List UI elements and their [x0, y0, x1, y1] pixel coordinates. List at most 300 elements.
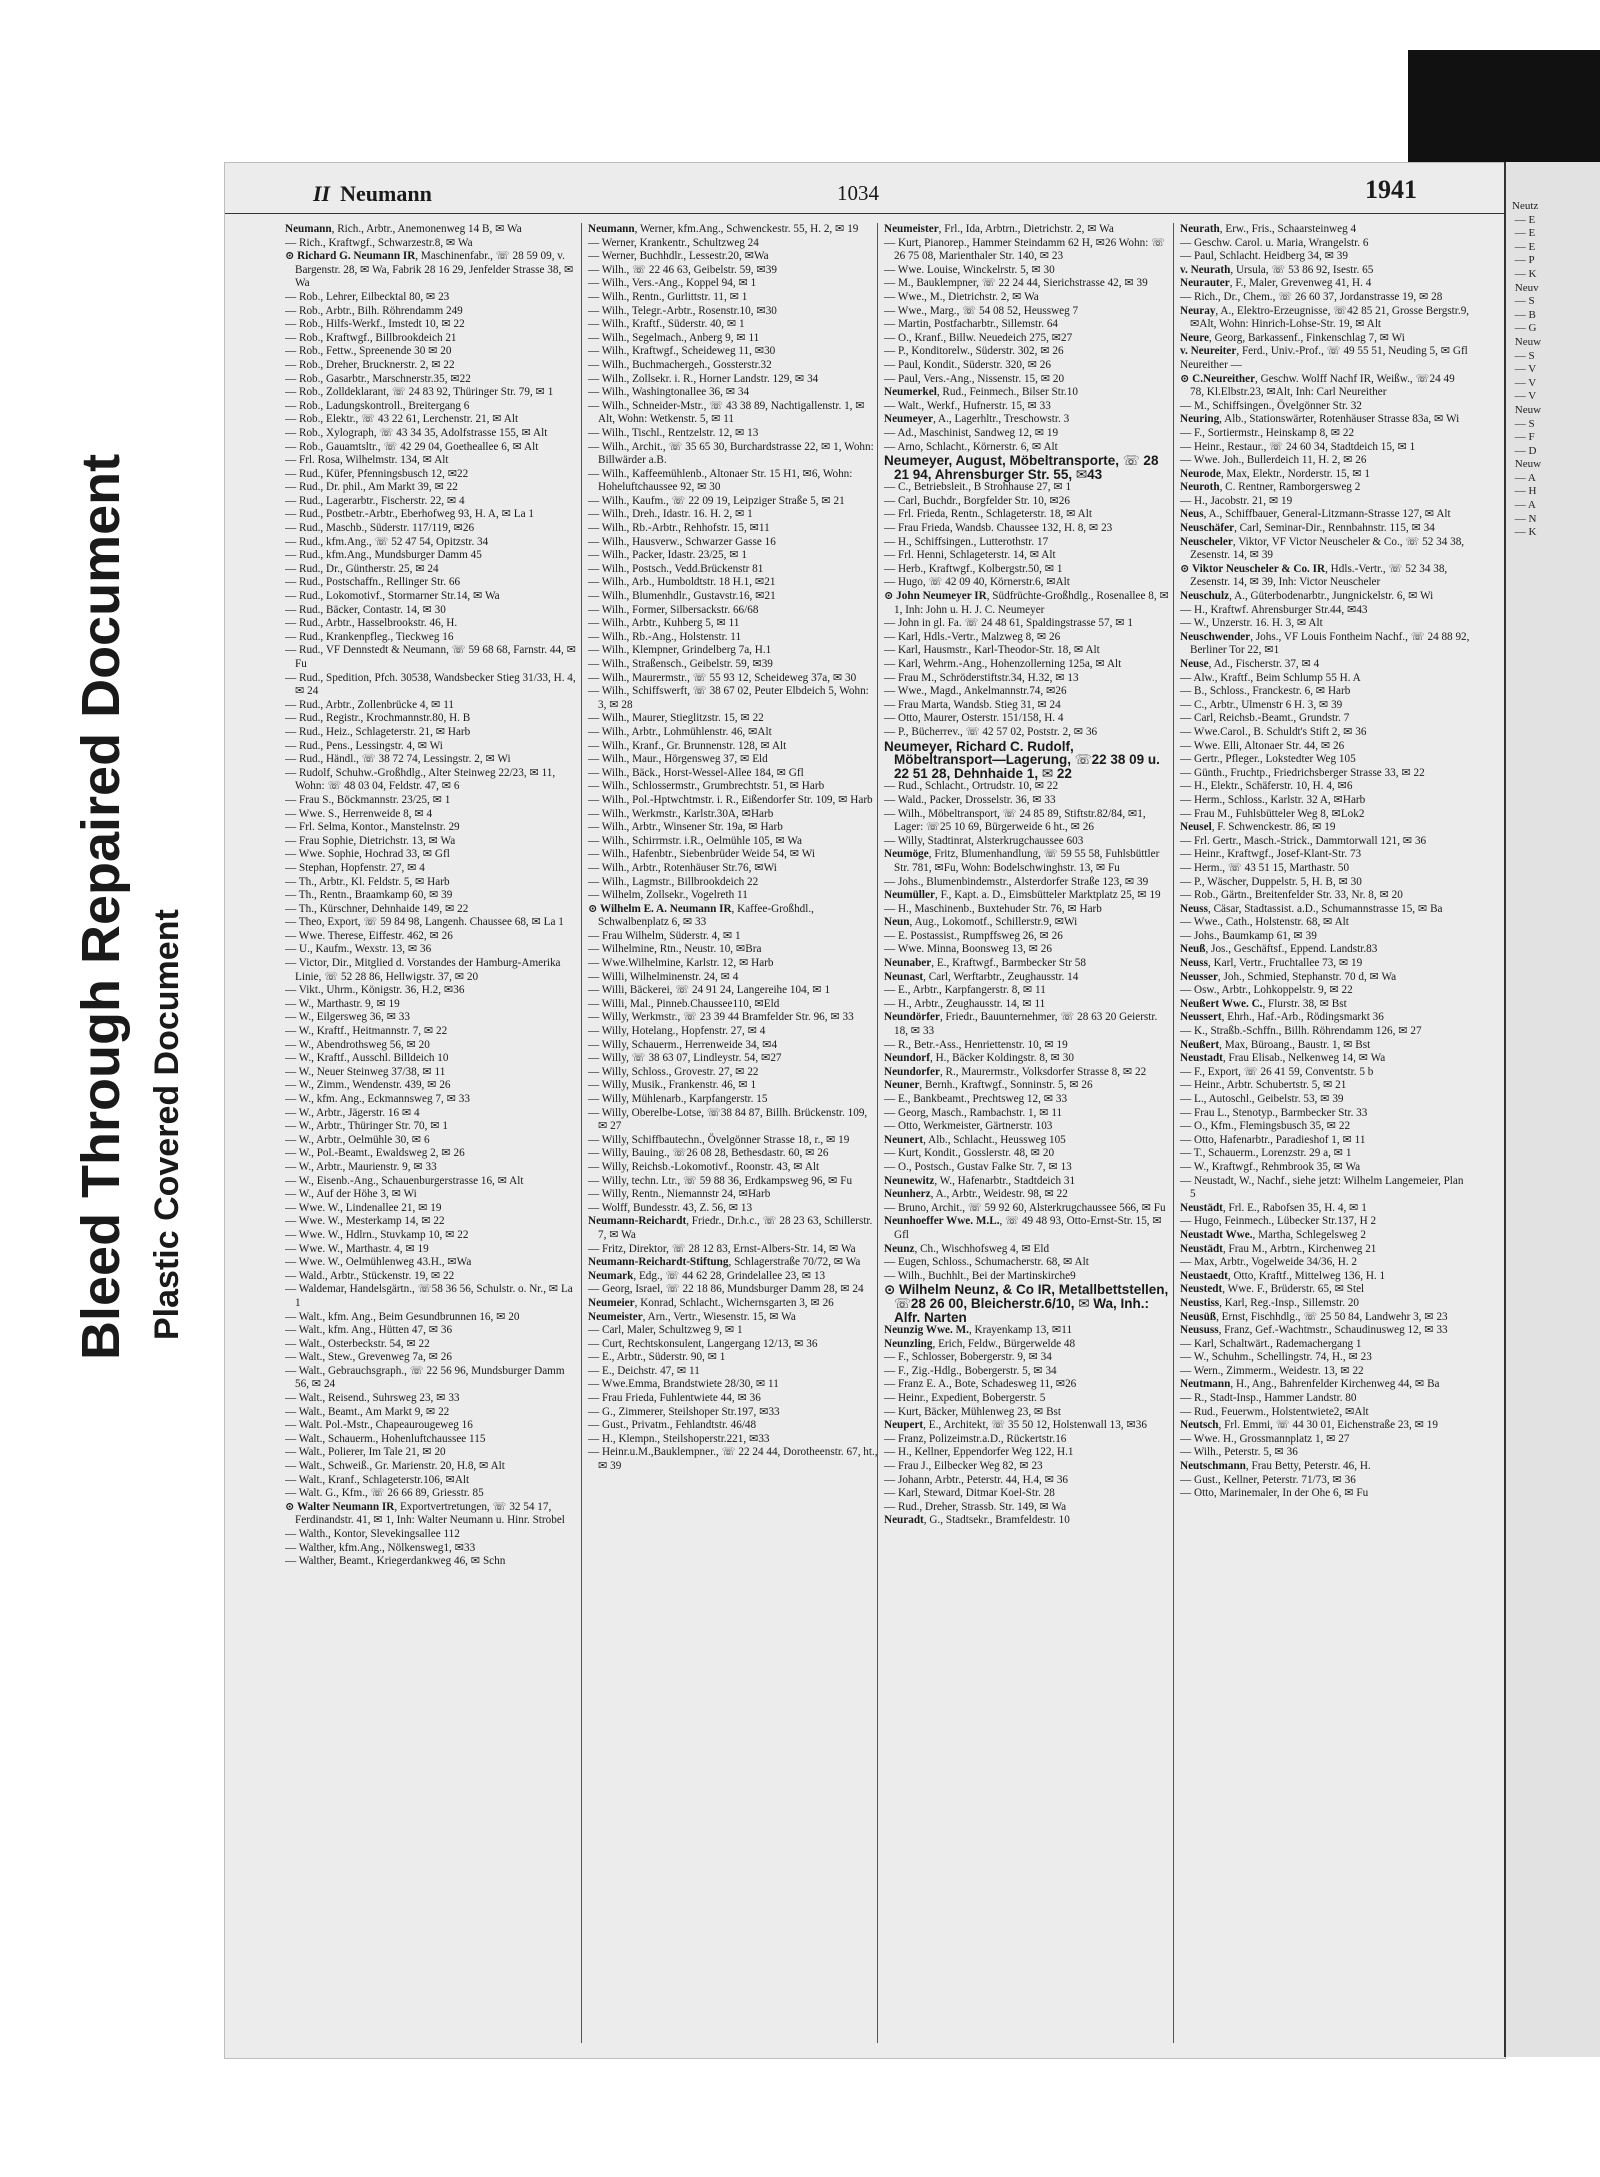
directory-entry: — Wilh., Hausverw., Schwarzer Gasse 16: [588, 535, 776, 548]
directory-entry: — Rud., Postbetr.-Arbtr., Eberhofweg 93, H. A, ✉ La 1: [285, 508, 534, 521]
directory-entry: — Karl, Hausmstr., Karl-Theodor-Str. 18, ✉ Alt: [884, 644, 1100, 657]
directory-entry: — Frau S., Böckmannstr. 23/25, ✉ 1: [285, 793, 451, 806]
directory-entry: — C., Arbtr., Ulmenstr 6 H. 3, ✉ 39: [1180, 698, 1343, 711]
directory-entry: Neuscheler, Viktor, VF Victor Neuscheler & Co., ☏ 52 34 38, Zesenstr. 14, ✉ 39: [1180, 535, 1465, 562]
next-page-fragment: Neutz — E — E — E — P — K Neuv — S — B — G Neuw — S — V — V — V Neuw — S — F — D Neuw — A — H — A — N — K: [1512, 200, 1542, 539]
directory-entry: — B., Schloss., Franckestr. 6, ✉ Harb: [1180, 685, 1351, 698]
directory-entry: — Wwe. Joh., Bullerdeich 11, H. 2, ✉ 26: [1180, 454, 1367, 467]
directory-entry: ⊙ Richard G. Neumann IR, Maschinenfabr., ☏ 28 59 09, v. Bargenstr. 28, ✉ Wa, Fabrik 28 16 29, Jenfelder Strasse 38, ✉ Wa: [285, 250, 574, 290]
directory-entry: — Wilh., Telegr.-Arbtr., Rosenstr.10, ✉30: [588, 304, 777, 317]
directory-entry: — Rob., Xylograph, ☏ 43 34 35, Adolfstrasse 155, ✉ Alt: [285, 426, 548, 439]
directory-entry: — Hugo, ☏ 42 09 40, Körnerstr.6, ✉Alt: [884, 576, 1070, 589]
directory-entry: — E., Deichstr. 47, ✉ 11: [588, 1364, 700, 1377]
directory-entry: — Frau Frieda, Wandsb. Chaussee 132, H. 8, ✉ 23: [884, 522, 1113, 535]
directory-entry: — Frl. Selma, Kontor., Manstelnstr. 29: [285, 821, 460, 834]
directory-entry: — Wilh., Schneider-Mstr., ☏ 43 38 89, Nachtigallenstr. 1, ✉ Alt, Wohn: Wetkenstr. 5, ✉ 11: [588, 399, 865, 426]
directory-entry: — Frau Frieda, Fuhlentwiete 44, ✉ 36: [588, 1392, 761, 1405]
directory-entry: — U., Kaufm., Wexstr. 13, ✉ 36: [285, 943, 432, 956]
directory-entry: — T., Schauerm., Lorenzstr. 29 a, ✉ 1: [1180, 1147, 1352, 1160]
directory-entry: Neumann-Reichardt, Friedr., Dr.h.c., ☏ 28 23 63, Schillerstr. 7, ✉ Wa: [588, 1215, 873, 1241]
directory-entry: — Wolff, Bundesstr. 43, Z. 56, ✉ 13: [588, 1201, 753, 1214]
directory-entry: — Walt., kfm. Ang., Hütten 47, ✉ 36: [285, 1324, 453, 1337]
directory-entry: — Otto, Marinemaler, In der Ohe 6, ✉ Fu: [1180, 1487, 1369, 1500]
directory-entry: — Willy, Werkmstr., ☏ 23 39 44 Bramfelder Str. 96, ✉ 33: [588, 1011, 854, 1024]
directory-entry: — Martin, Postfacharbtr., Sillemstr. 64: [884, 318, 1059, 331]
directory-entry: v. Neureiter, Ferd., Univ.-Prof., ☏ 49 55 51, Neuding 5, ✉ Gfl: [1180, 345, 1468, 358]
directory-entry: — O., Postsch., Gustav Falke Str. 7, ✉ 13: [884, 1160, 1072, 1173]
directory-entry: — P., Konditorelw., Süderstr. 302, ✉ 26: [884, 345, 1064, 358]
directory-entry: — M., Bauklempner, ☏ 22 24 44, Sierichstrasse 42, ✉ 39: [884, 277, 1148, 290]
directory-entry: — Wilh., Kaffeemühlenb., Altonaer Str. 15 H1, ✉6, Wohn: Hoheluftchaussee 92, ✉ 30: [588, 467, 853, 494]
directory-entry: — Gertr., Pfleger., Lokstedter Weg 105: [1180, 753, 1356, 766]
directory-entry: Neumark, Edg., ☏ 44 62 28, Grindelallee 23, ✉ 13: [588, 1269, 826, 1282]
directory-entry: — Neustadt, W., Nachf., siehe jetzt: Wilhelm Langemeier, Plan 5: [1180, 1174, 1464, 1201]
directory-entry: — Frau J., Eilbecker Weg 82, ✉ 23: [884, 1460, 1043, 1473]
directory-entry: — Victor, Dir., Mitglied d. Vorstandes der Hamburg-Amerika Linie, ☏ 52 28 86, Hellwigstr. 37, ✉ 20: [285, 957, 561, 983]
year-label: 1941: [1365, 175, 1417, 204]
directory-entry: — Stephan, Hopfenstr. 27, ✉ 4: [285, 861, 425, 874]
directory-entry: — Wilh., Pol.-Hptwchtmstr. i. R., Eißendorfer Str. 109, ✉ Harb: [588, 793, 873, 806]
directory-entry: — W., Arbtr., Oelmühle 30, ✉ 6: [285, 1133, 430, 1146]
directory-entry: — Karl, Steward, Ditmar Koel-Str. 28: [884, 1487, 1055, 1500]
directory-entry: Neuner, Bernh., Kraftwgf., Sonninstr. 5, ✉ 26: [884, 1079, 1093, 1092]
directory-entry: — Wilh., Archit., ☏ 35 65 30, Burchardstrasse 22, ✉ 1, Wohn: Billwärder a.B.: [588, 440, 874, 467]
directory-entry: — Wilh., Arbtr., Lohmühlenstr. 46, ✉Alt: [588, 725, 772, 738]
directory-entry: Neußert Wwe. C., Flurstr. 38, ✉ Bst: [1180, 997, 1347, 1010]
directory-entry: — Franz E. A., Bote, Schadesweg 11, ✉26: [884, 1378, 1077, 1391]
directory-entry: — Max, Arbtr., Vogelweide 34/36, H. 2: [1180, 1256, 1358, 1269]
directory-entry: — Wwe. W., Lindenallee 21, ✉ 19: [285, 1201, 442, 1214]
directory-entry: Neumann-Reichardt-Stiftung, Schlagerstraße 70/72, ✉ Wa: [588, 1256, 861, 1269]
directory-entry: Neustedt, Wwe. F., Brüderstr. 65, ✉ Stel: [1180, 1283, 1365, 1296]
side-labels: [30, 240, 190, 2020]
directory-entry: — Rud., Lokomotivf., Stormarner Str.14, ✉ Wa: [285, 590, 500, 603]
plastic-covered-label: Plastic Covered Document: [148, 909, 186, 1340]
directory-entry: — Rud., Postschaffn., Rellinger Str. 66: [285, 576, 461, 589]
directory-entry: Neuschulz, A., Güterbodenarbtr., Jungnickelstr. 6, ✉ Wi: [1180, 590, 1434, 603]
directory-entry: — Wilh., Tischl., Rentzelstr. 12, ✉ 13: [588, 426, 759, 439]
directory-entry: — Gust., Privatm., Fehlandtstr. 46/48: [588, 1419, 757, 1432]
directory-entry: Neususs, Franz, Gef.-Wachtmstr., Schaudinusweg 12, ✉ 33: [1180, 1324, 1448, 1337]
directory-entry: — Heinr., Expedient, Bobergerstr. 5: [884, 1392, 1046, 1405]
directory-entry: — Rob., Ladungskontroll., Breitergang 6: [285, 399, 470, 412]
directory-entry: — Carl, Maler, Schultzweg 9, ✉ 1: [588, 1324, 743, 1337]
directory-entry: — Rob., Kraftwgf., Billbrookdeich 21: [285, 331, 457, 344]
directory-entry: — Alw., Kraftf., Beim Schlump 55 H. A: [1180, 671, 1361, 684]
directory-entry: — Otto, Hafenarbtr., Paradieshof 1, ✉ 11: [1180, 1133, 1366, 1146]
directory-entry: Neustadt Wwe., Martha, Schlegelsweg 2: [1180, 1228, 1366, 1241]
directory-entry: — Walt., kfm. Ang., Beim Gesundbrunnen 16, ✉ 20: [285, 1310, 520, 1323]
directory-entry: — Th., Kürschner, Dehnhaide 149, ✉ 22: [285, 902, 469, 915]
column-1: [285, 223, 581, 2043]
directory-entry: Neuss, Karl, Vertr., Fruchtallee 73, ✉ 19: [1180, 957, 1363, 970]
directory-entry: Neure, Georg, Barkassenf., Finkenschlag 7, ✉ Wi: [1180, 331, 1405, 344]
directory-entry: — Wilh., Rentn., Gurlittstr. 11, ✉ 1: [588, 290, 748, 303]
directory-entry: — Wilh., Hafenbtr., Siebenbrüder Weide 54, ✉ Wi: [588, 848, 815, 861]
directory-entry: — H., Elektr., Schäferstr. 10, H. 4, ✉6: [1180, 780, 1353, 793]
directory-entry: — H., Maschinenb., Buxtehuder Str. 76, ✉ Harb: [884, 902, 1102, 915]
directory-entry: — Georg, Masch., Rambachstr. 1, ✉ 11: [884, 1106, 1063, 1119]
directory-entry: — Rud., Lagerarbtr., Fischerstr. 22, ✉ 4: [285, 494, 465, 507]
page-header: [225, 163, 1505, 214]
column-4: [1173, 223, 1470, 2043]
directory-entry: — Walt., Stew., Grevenweg 7a, ✉ 26: [285, 1351, 452, 1364]
directory-entry: — F., Sortiermstr., Heinskamp 8, ✉ 22: [1180, 426, 1355, 439]
directory-entry: — Rud., Spedition, Pfch. 30538, Wandsbecker Stieg 31/33, H. 4, ✉ 24: [285, 671, 576, 698]
directory-entry: — Wwe. Minna, Boonsweg 13, ✉ 26: [884, 943, 1052, 956]
directory-entry: — Rud., kfm.Ang., ☏ 52 47 54, Opitzstr. 34: [285, 535, 489, 548]
directory-entry: Neundörfer, Friedr., Bauunternehmer, ☏ 28 63 20 Geierstr. 18, ✉ 33: [884, 1011, 1158, 1038]
directory-entry: — Walt., Kranf., Schlageterstr.106, ✉Alt: [285, 1473, 470, 1486]
directory-entry: — Herm., Schloss., Karlstr. 32 A, ✉Harb: [1180, 793, 1366, 806]
directory-entry: — Rob., Gauamtsltr., ☏ 42 29 04, Goetheallee 6, ✉ Alt: [285, 440, 539, 453]
directory-entry: — Rich., Kraftwgf., Schwarzestr.8, ✉ Wa: [285, 236, 473, 249]
directory-entry: — R., Stadt-Insp., Hammer Landstr. 80: [1180, 1392, 1357, 1405]
directory-entry: — Wilh., Maurermstr., ☏ 55 93 12, Scheideweg 37a, ✉ 30: [588, 671, 857, 684]
directory-entry: ⊙ Wilhelm E. A. Neumann IR, Kaffee-Großhdl., Schwalbenplatz 6, ✉ 33: [588, 902, 814, 929]
directory-entry: — Rud., Dr. phil., Am Markt 39, ✉ 22: [285, 481, 458, 494]
directory-entry: — Paul, Kondit., Süderstr. 320, ✉ 26: [884, 358, 1051, 371]
directory-entry: — Wilh., Buchmachergeh., Gossterstr.32: [588, 358, 772, 371]
directory-entry: — Wilh., Möbeltransport, ☏ 24 85 89, Stiftstr.82/84, ✉1, Lager: ☏25 10 69, Bürgerweide 6 ht., ✉ 26: [884, 807, 1146, 834]
directory-entry: — Bruno, Archit., ☏ 59 92 60, Alsterkrugchaussee 566, ✉ Fu: [884, 1201, 1166, 1214]
directory-entry: — W., Arbtr., Thüringer Str. 70, ✉ 1: [285, 1120, 448, 1133]
directory-entry: — Wald., Packer, Drosselstr. 36, ✉ 33: [884, 793, 1056, 806]
directory-entry: Neunzig Wwe. M., Krayenkamp 13, ✉11: [884, 1324, 1073, 1337]
directory-entry: Neus, A., Schiffbauer, General-Litzmann-Strasse 127, ✉ Alt: [1180, 508, 1451, 521]
directory-entry: — W., Marthastr. 9, ✉ 19: [285, 997, 400, 1010]
directory-entry: — E., Bankbeamt., Prechtsweg 12, ✉ 33: [884, 1093, 1068, 1105]
directory-entry: Neundorfer, R., Maurermstr., Volksdorfer Strasse 8, ✉ 22: [884, 1065, 1147, 1078]
directory-entry: Neumeister, Frl., Ida, Arbtrn., Dietrichstr. 2, ✉ Wa: [884, 223, 1114, 235]
directory-entry: — Walt., Schauerm., Hohenluftchaussee 115: [285, 1432, 486, 1445]
directory-entry: — Wilh., Arbtr., Kuhberg 5, ✉ 11: [588, 617, 740, 630]
directory-entry: — W., Schuhm., Schellingstr. 74, H., ✉ 23: [1180, 1351, 1372, 1364]
directory-entry: — Willy, Musik., Frankenstr. 46, ✉ 1: [588, 1079, 757, 1092]
directory-entry: — Georg, Israel, ☏ 22 18 86, Mundsburger Damm 28, ✉ 24: [588, 1283, 864, 1296]
directory-entry: — Wilh., Maurer, Stieglitzstr. 15, ✉ 22: [588, 712, 764, 725]
directory-entry: ⊙ Wilhelm Neunz, & Co IR, Metallbettstellen, ☏28 26 00, Bleicherstr.6/10, ✉ Wa, Inh.: Alfr. Narten: [884, 1282, 1169, 1325]
directory-entry: — W., Eilgersweg 36, ✉ 33: [285, 1011, 410, 1024]
directory-entry: — Rob., Dreher, Brucknerstr. 2, ✉ 22: [285, 358, 455, 371]
directory-entry: — Frl. Gertr., Masch.-Strick., Dammtorwall 121, ✉ 36: [1180, 834, 1427, 847]
directory-entry: — Johs., Blumenbindemstr., Alsterdorfer Straße 123, ✉ 39: [884, 875, 1149, 888]
directory-entry: — Wilh., Peterstr. 5, ✉ 36: [1180, 1446, 1298, 1459]
directory-entry: — Rud., kfm.Ang., Mundsburger Damm 45: [285, 549, 482, 562]
directory-entry: — Frau M., Schröderstiftstr.34, H.32, ✉ 13: [884, 671, 1079, 684]
directory-entry: — Wilh., Schlossermstr., Grumbrechtstr. 51, ✉ Harb: [588, 780, 825, 793]
directory-entry: Neumeyer, Richard C. Rudolf, Möbeltransport—Lagerung, ☏22 38 09 u. 22 51 28, Dehnhaide 1, ✉ 22: [884, 738, 1160, 781]
directory-entry: — Wilh., Arbtr., Rotenhäuser Str.76, ✉Wi: [588, 861, 777, 874]
directory-entry: — Wilh., ☏ 22 46 63, Geibelstr. 59, ✉39: [588, 263, 777, 276]
directory-entry: — Rud., Arbtr., Zollenbrücke 4, ✉ 11: [285, 698, 454, 711]
directory-entry: — Frl. Frieda, Rentn., Schlageterstr. 18, ✉ Alt: [884, 508, 1092, 521]
directory-entry: — Otto, Maurer, Osterstr. 151/158, H. 4: [884, 712, 1064, 725]
directory-entry: — Th., Arbtr., Kl. Feldstr. 5, ✉ Harb: [285, 875, 450, 888]
directory-entry: — Wilh., Werkmstr., Karlstr.30A, ✉Harb: [588, 807, 774, 820]
column-3: [877, 223, 1174, 2043]
directory-entry: — Wilh., Maur., Hörgensweg 37, ✉ Eld: [588, 753, 768, 766]
directory-entry: — Wilh., Klempner, Grindelberg 7a, H.1: [588, 644, 772, 657]
directory-entry: — H., Schiffsingen., Lutterothstr. 17: [884, 535, 1049, 548]
directory-entry: — Curt, Rechtskonsulent, Langergang 12/13, ✉ 36: [588, 1337, 818, 1350]
directory-entry: Neuschäfer, Carl, Seminar-Dir., Rennbahnstr. 115, ✉ 34: [1180, 522, 1435, 535]
directory-entry: Neupert, E., Architekt, ☏ 35 50 12, Holstenwall 13, ✉36: [884, 1419, 1147, 1432]
directory-entry: — Walt. G., Kfm., ☏ 26 66 89, Griesstr. 85: [285, 1487, 484, 1500]
directory-entry: ⊙ Viktor Neuscheler & Co. IR, Hdls.-Vertr., ☏ 52 34 38, Zesenstr. 14, ✉ 39, Inh: Victor Neuscheler: [1180, 562, 1448, 589]
directory-entry: — W., Arbtr., Jägerstr. 16 ✉ 4: [285, 1106, 420, 1119]
directory-entry: — Rud., Schlacht., Ortrudstr. 10, ✉ 22: [884, 780, 1059, 793]
directory-entry: Neuse, Ad., Fischerstr. 37, ✉ 4: [1180, 658, 1320, 670]
directory-entry: Neusüß, Ernst, Fischhdlg., ☏ 25 50 84, Landwehr 3, ✉ 23: [1180, 1310, 1448, 1323]
directory-entry: Neureither —: [1180, 358, 1242, 371]
directory-entry: Neunert, Alb., Schlacht., Heussweg 105: [884, 1133, 1066, 1146]
directory-entry: — W., kfm. Ang., Eckmannsweg 7, ✉ 33: [285, 1093, 470, 1105]
directory-entry: — Walt., Werkf., Hufnerstr. 15, ✉ 33: [884, 399, 1051, 412]
directory-entry: — W., Arbtr., Maurienstr. 9, ✉ 33: [285, 1160, 437, 1173]
directory-entry: — Rud., Arbtr., Hasselbrookstr. 46, H.: [285, 617, 458, 630]
directory-entry: — Wilh., Bäck., Horst-Wessel-Allee 184, ✉ Gfl: [588, 766, 804, 779]
directory-entry: — O., Kfm., Flemingsbusch 35, ✉ 22: [1180, 1120, 1351, 1133]
directory-entry: — O., Kranf., Billw. Neuedeich 275, ✉27: [884, 331, 1073, 344]
directory-entry: Neumöge, Fritz, Blumenhandlung, ☏ 59 55 58, Fuhlsbüttler Str. 781, ✉Fu, Wohn: Bodelschwinghstr. 13, ✉ Fu: [884, 848, 1160, 874]
directory-entry: — Wwe. W., Mesterkamp 14, ✉ 22: [285, 1215, 445, 1228]
directory-entry: — Wwe., M., Dietrichstr. 2, ✉ Wa: [884, 290, 1039, 303]
directory-entry: — W., Eisenb.-Ang., Schauenburgerstrasse 16, ✉ Alt: [285, 1174, 524, 1187]
column-2: [581, 223, 878, 2043]
directory-entry: Neuschwender, Johs., VF Louis Fontheim Nachf., ☏ 24 88 92, Berliner Tor 22, ✉1: [1180, 630, 1470, 657]
directory-entry: — Wilh., Blumenhdlr., Gustavstr.16, ✉21: [588, 590, 776, 603]
directory-entry: — Walt., Osterbeckstr. 54, ✉ 22: [285, 1337, 430, 1350]
directory-entry: — Walt., Polierer, Im Tale 21, ✉ 20: [285, 1446, 446, 1459]
directory-entry: — Rudolf, Schuhw.-Großhdlg., Alter Steinweg 22/23, ✉ 11, Wohn: ☏ 48 03 04, Feldstr. 47, ✉ 6: [285, 766, 556, 793]
directory-entry: — W., Neuer Steinweg 37/38, ✉ 11: [285, 1065, 446, 1078]
directory-entry: — Herb., Kraftwgf., Kolbergstr.50, ✉ 1: [884, 562, 1063, 575]
directory-page: [224, 162, 1506, 2059]
header-surname: Neumann: [340, 181, 432, 206]
directory-entry: — Frau Marta, Wandsb. Stieg 31, ✉ 24: [884, 698, 1061, 711]
directory-entry: — Heinr., Arbtr. Schubertstr. 5, ✉ 21: [1180, 1079, 1347, 1092]
directory-entry: Neunz, Ch., Wischhofsweg 4, ✉ Eld: [884, 1242, 1050, 1255]
directory-entry: — Johs., Baumkamp 61, ✉ 39: [1180, 929, 1317, 942]
directory-entry: — Wwe. W., Marthastr. 4, ✉ 19: [285, 1242, 429, 1255]
directory-entry: — Walther, Beamt., Kriegerdankweg 46, ✉ Schn: [285, 1555, 506, 1568]
directory-entry: — Rud., Bäcker, Contastr. 14, ✉ 30: [285, 603, 446, 616]
directory-entry: Neuß, Jos., Geschäftsf., Eppend. Landstr.83: [1180, 943, 1378, 956]
directory-entry: — Rud., Heiz., Schlageterstr. 21, ✉ Harb: [285, 725, 471, 738]
directory-entry: — H., Kraftwf. Ahrensburger Str.44, ✉43: [1180, 603, 1368, 616]
directory-entry: — Hugo, Feinmech., Lübecker Str.137, H 2: [1180, 1215, 1377, 1228]
directory-entry: — Walt., Reisend., Suhrsweg 23, ✉ 33: [285, 1392, 460, 1405]
directory-entry: — Willy, Hotelang., Hopfenstr. 27, ✉ 4: [588, 1025, 766, 1038]
directory-entry: — Wilh., Buchhlt., Bei der Martinskirche9: [884, 1269, 1076, 1282]
directory-entry: — Wilh., Vers.-Ang., Koppel 94, ✉ 1: [588, 277, 757, 290]
directory-entry: Neuss, Cäsar, Stadtassist. a.D., Schumannstrasse 15, ✉ Ba: [1180, 902, 1443, 915]
bleed-through-label: Bleed Through Repaired Document: [71, 453, 131, 1360]
directory-entry: — Rud., Krankenpfleg., Tieckweg 16: [285, 630, 454, 643]
directory-entry: — Wwe. W., Hdlrn., Stuvkamp 10, ✉ 22: [285, 1228, 469, 1241]
directory-entry: Neutschmann, Frau Betty, Peterstr. 46, H.: [1180, 1460, 1371, 1473]
header-name: [313, 181, 432, 207]
directory-entry: — W., Kraftf., Heitmannstr. 7, ✉ 22: [285, 1025, 448, 1038]
directory-entry: — Willy, Schauerm., Herrenweide 34, ✉4: [588, 1038, 778, 1051]
directory-entry: — F., Export, ☏ 26 41 59, Conventstr. 5 b: [1180, 1065, 1374, 1078]
directory-entry: — Rud., Küfer, Pfenningsbusch 12, ✉22: [285, 467, 469, 480]
directory-entry: Neustädt, Frau M., Arbtrn., Kirchenweg 21: [1180, 1242, 1377, 1255]
directory-entry: Neumeyer, August, Möbeltransporte, ☏ 28 21 94, Ahrensburger Str. 55, ✉43: [884, 453, 1159, 482]
page-number: 1034: [837, 181, 879, 205]
directory-entry: — Frau M., Fuhlsbütteler Weg 8, ✉Lok2: [1180, 807, 1365, 820]
directory-entry: — Wilh., Washingtonallee 36, ✉ 34: [588, 386, 750, 399]
directory-entry: — Heinr.u.M.,Bauklempner., ☏ 22 24 44, Dorotheenstr. 67, ht., ✉ 39: [588, 1446, 878, 1473]
directory-entry: — Carl, Buchdr., Borgfelder Str. 10, ✉26: [884, 494, 1070, 507]
directory-entry: — F., Schlosser, Bobergerstr. 9, ✉ 34: [884, 1351, 1052, 1364]
directory-entry: — Karl, Wehrm.-Ang., Hohenzollerning 125a, ✉ Alt: [884, 658, 1122, 670]
directory-entry: — Osw., Arbtr., Lohkoppelstr. 9, ✉ 22: [1180, 984, 1353, 997]
directory-entry: — Karl, Hdls.-Vertr., Malzweg 8, ✉ 26: [884, 630, 1061, 643]
directory-entry: — Wwe.Wilhelmine, Karlstr. 12, ✉ Harb: [588, 957, 774, 970]
directory-entry: — L., Autoschl., Geibelstr. 53, ✉ 39: [1180, 1093, 1344, 1105]
directory-entry: — Heinr., Kraftwgf., Josef-Klant-Str. 73: [1180, 848, 1362, 861]
directory-entry: — Theo, Export, ☏ 59 84 98, Langenh. Chaussee 68, ✉ La 1: [285, 916, 564, 929]
directory-entry: — Rob., Gasarbtr., Marschnerstr.35, ✉22: [285, 372, 471, 385]
directory-entry: — Willy, Schiffbautechn., Övelgönner Strasse 18, r., ✉ 19: [588, 1133, 850, 1146]
directory-entry: — Frl. Henni, Schlageterstr. 14, ✉ Alt: [884, 549, 1056, 562]
directory-entry: — Wald., Arbtr., Stückenstr. 19, ✉ 22: [285, 1269, 455, 1282]
directory-entry: — Rud., Registr., Krochmannstr.80, H. B: [285, 712, 471, 725]
directory-entry: — Otto, Werkmeister, Gärtnerstr. 103: [884, 1120, 1053, 1133]
directory-entry: — Wilh., Rb.-Ang., Holstenstr. 11: [588, 630, 742, 643]
directory-entry: Neustaedt, Otto, Kraftf., Mittelweg 136, H. 1: [1180, 1269, 1386, 1282]
directory-entry: Neunzling, Erich, Feldw., Bürgerwelde 48: [884, 1337, 1076, 1350]
directory-entry: v. Neurath, Ursula, ☏ 53 86 92, Isestr. 65: [1180, 263, 1374, 276]
directory-entry: Neusser, Joh., Schmied, Stephanstr. 70 d, ✉ Wa: [1180, 970, 1397, 983]
directory-entry: — Karl, Schaltwärt., Rademachergang 1: [1180, 1337, 1362, 1350]
directory-entry: Neusel, F. Schwenckestr. 86, ✉ 19: [1180, 821, 1336, 834]
directory-entry: — Rud., VF Dennstedt & Neumann, ☏ 59 68 68, Farnstr. 44, ✉ Fu: [285, 644, 577, 670]
directory-entry: Neunhoeffer Wwe. M.L., ☏ 49 48 93, Otto-Ernst-Str. 15, ✉ Gfl: [884, 1215, 1162, 1241]
directory-entry: — Eugen, Schloss., Schumacherstr. 68, ✉ Alt: [884, 1256, 1089, 1269]
directory-entry: — Wwe. W., Oelmühlenweg 43.H., ✉Wa: [285, 1256, 472, 1269]
directory-entry: — Wwe. S., Herrenweide 8, ✉ 4: [285, 807, 433, 820]
directory-entry: Neunherz, A., Arbtr., Weidestr. 98, ✉ 22: [884, 1188, 1068, 1201]
directory-entry: — Walth., Kontor, Slevekingsallee 112: [285, 1528, 460, 1540]
directory-entry: — Wwe.Carol., B. Schuldt's Stift 2, ✉ 36: [1180, 725, 1367, 738]
directory-entry: — Willy, techn. Ltr., ☏ 59 88 36, Erdkampsweg 96, ✉ Fu: [588, 1174, 853, 1187]
directory-entry: Neumeister, Arn., Vertr., Wiesenstr. 15, ✉ Wa: [588, 1310, 796, 1323]
directory-entry: Neunast, Carl, Werftarbtr., Zeughausstr. 14: [884, 970, 1079, 983]
directory-entry: — Wilh., Kaufm., ☏ 22 09 19, Leipziger Straße 5, ✉ 21: [588, 494, 845, 507]
directory-entry: — Ad., Maschinist, Sandweg 12, ✉ 19: [884, 426, 1059, 439]
directory-entry: — Rud., Dr., Güntherstr. 25, ✉ 24: [285, 562, 439, 575]
directory-entry: — R., Betr.-Ass., Henriettenstr. 10, ✉ 19: [884, 1038, 1068, 1051]
directory-entry: — Werner, Krankentr., Schultzweg 24: [588, 236, 759, 249]
directory-entry: — Wern., Zimmerm., Weidestr. 13, ✉ 22: [1180, 1364, 1364, 1377]
directory-entry: — Willy, Rentn., Niemannstr 24, ✉Harb: [588, 1188, 771, 1201]
directory-entry: — Wilh., Zollsekr. i. R., Horner Landstr. 129, ✉ 34: [588, 372, 819, 385]
directory-entry: Neuring, Alb., Stationswärter, Rotenhäuser Strasse 83a, ✉ Wi: [1180, 413, 1460, 426]
directory-entry: — Wwe. Louise, Winckelrstr. 5, ✉ 30: [884, 263, 1055, 276]
directory-entry: — Rob., Gärtn., Breitenfelder Str. 33, Nr. 8, ✉ 20: [1180, 889, 1403, 902]
directory-entry: — Willi, Bäckerei, ☏ 24 91 24, Langereihe 104, ✉ 1: [588, 984, 831, 997]
directory-entry: — Waldemar, Handelsgärtn., ☏58 36 56, Schulstr. o. Nr., ✉ La 1: [285, 1283, 573, 1309]
directory-entry: — Wwe. Sophie, Hochrad 33, ✉ Gfl: [285, 848, 450, 861]
directory-entry: — Rob., Arbtr., Bilh. Röhrendamm 249: [285, 304, 463, 317]
directory-entry: — Wilh., Rb.-Arbtr., Rehhofstr. 15, ✉11: [588, 522, 770, 535]
directory-entry: — Wwe., Cath., Holstenstr. 68, ✉ Alt: [1180, 916, 1349, 929]
directory-entry: ⊙ Walter Neumann IR, Exportvertretungen, ☏ 32 54 17, Ferdinandstr. 41, ✉ 1, Inh: Walter Neumann u. Hinr. Strobel: [285, 1500, 565, 1527]
directory-entry: — Gust., Kellner, Peterstr. 71/73, ✉ 36: [1180, 1473, 1356, 1486]
directory-entry: Neunaber, E., Kraftwgf., Barmbecker Str 58: [884, 957, 1086, 970]
directory-entry: — Kurt, Kondit., Gosslerstr. 48, ✉ 20: [884, 1147, 1055, 1160]
directory-entry: Neustadt, Frau Elisab., Nelkenweg 14, ✉ Wa: [1180, 1052, 1386, 1065]
directory-entry: — Willy, Reichsb.-Lokomotivf., Roonstr. 43, ✉ Alt: [588, 1160, 820, 1173]
directory-entry: ⊙ C.Neureither, Geschw. Wolff Nachf IR, Weißw., ☏24 49 78, Kl.Elbstr.23, ✉Alt, Inh: Carl Neureither: [1180, 372, 1455, 399]
directory-entry: ⊙ John Neumeyer IR, Südfrüchte-Großhdlg., Rosenallee 8, ✉ 1, Inh: John u. H. J. C. Neumeyer: [884, 590, 1169, 616]
directory-entry: Neustiss, Karl, Reg.-Insp., Sillemstr. 20: [1180, 1296, 1360, 1309]
directory-entry: — Rud., Händl., ☏ 38 72 74, Lessingstr. 2, ✉ Wi: [285, 753, 511, 766]
directory-entry: — Frau L., Stenotyp., Barmbecker Str. 33: [1180, 1106, 1368, 1119]
directory-entry: Neurauter, F., Maler, Grevenweg 41, H. 4: [1180, 277, 1372, 290]
directory-entry: — E., Arbtr., Süderstr. 90, ✉ 1: [588, 1351, 726, 1364]
directory-entry: — Frau Wilhelm, Süderstr. 4, ✉ 1: [588, 929, 741, 942]
directory-entry: — Frl. Rosa, Wilhelmstr. 134, ✉ Alt: [285, 454, 449, 467]
directory-entry: — Wilh., Lagmstr., Billbrookdeich 22: [588, 875, 759, 888]
directory-entry: Neumüller, F., Kapt. a. D., Eimsbütteler Marktplatz 25, ✉ 19: [884, 889, 1161, 902]
directory-entry: — H., Jacobstr. 21, ✉ 19: [1180, 494, 1293, 507]
directory-entry: — Carl, Reichsb.-Beamt., Grundstr. 7: [1180, 712, 1350, 725]
directory-entry: Neumann, Rich., Arbtr., Anemonenweg 14 B, ✉ Wa: [285, 223, 522, 235]
directory-entry: — Wilh., Dreh., Idastr. 16. H. 2, ✉ 1: [588, 508, 753, 521]
directory-entry: Neurath, Erw., Fris., Schaarsteinweg 4: [1180, 223, 1357, 235]
directory-entry: — Wilh., Postsch., Vedd.Brückenstr 81: [588, 562, 764, 575]
directory-entry: Neumeyer, A., Lagerhltr., Treschowstr. 3: [884, 413, 1070, 426]
directory-entry: — Vikt., Uhrm., Königstr. 36, H.2, ✉36: [285, 984, 465, 997]
directory-entry: — Rob., Zolldeklarant, ☏ 24 83 92, Thüringer Str. 79, ✉ 1: [285, 386, 554, 399]
directory-entry: — Willi, Mal., Pinneb.Chaussee110, ✉Eld: [588, 997, 780, 1010]
directory-entry: — P., Bücherrev., ☏ 42 57 02, Poststr. 2, ✉ 36: [884, 725, 1098, 738]
directory-entry: — Rob., Elektr., ☏ 43 22 61, Lerchenstr. 21, ✉ Alt: [285, 413, 519, 426]
directory-entry: Neumann, Werner, kfm.Ang., Schwenckestr. 55, H. 2, ✉ 19: [588, 223, 859, 235]
directory-entry: — Fritz, Direktor, ☏ 28 12 83, Ernst-Albers-Str. 14, ✉ Wa: [588, 1242, 856, 1255]
directory-entry: Neun, Aug., Lokomotf., Schillerstr.9, ✉Wi: [884, 916, 1078, 929]
directory-entry: — E., Arbtr., Karpfangerstr. 8, ✉ 11: [884, 984, 1046, 997]
directory-entry: — Kurt, Pianorep., Hammer Steindamm 62 H, ✉26 Wohn: ☏ 26 75 08, Marienthaler Str. 140, ✉ 23: [884, 236, 1166, 263]
directory-entry: — Wilhelmine, Rtn., Neustr. 10, ✉Bra: [588, 943, 762, 956]
directory-entry: Neutmann, H., Ang., Bahrenfelder Kirchenweg 44, ✉ Ba: [1180, 1378, 1440, 1391]
directory-entry: — Willy, Oberelbe-Lotse, ☏38 84 87, Billh. Brückenstr. 109, ✉ 27: [588, 1106, 868, 1133]
directory-entry: Neußert, Max, Büroang., Baustr. 1, ✉ Bst: [1180, 1038, 1371, 1051]
directory-entry: — Johann, Arbtr., Peterstr. 44, H.4, ✉ 36: [884, 1473, 1069, 1486]
directory-entry: Neumeier, Konrad, Schlacht., Wichernsgarten 3, ✉ 26: [588, 1296, 834, 1309]
directory-entry: — Willy, Schloss., Grovestr. 27, ✉ 22: [588, 1065, 759, 1078]
directory-entry: — Rud., Maschb., Süderstr. 117/119, ✉26: [285, 522, 475, 535]
directory-entry: — P., Wäscher, Duppelstr. 5, H. B, ✉ 30: [1180, 875, 1362, 888]
directory-entry: — John in gl. Fa. ☏ 24 48 61, Spaldingstrasse 57, ✉ 1: [884, 617, 1133, 630]
directory-entry: Neutsch, Frl. Emmi, ☏ 44 30 01, Eichenstraße 23, ✉ 19: [1180, 1419, 1438, 1432]
directory-entry: — Paul, Schlacht. Heidberg 34, ✉ 39: [1180, 250, 1348, 263]
directory-entry: — Rob., Fettw., Spreenende 30 ✉ 20: [285, 345, 452, 358]
directory-entry: — Wwe. Therese, Eiffestr. 462, ✉ 26: [285, 929, 453, 942]
directory-entry: — Günth., Fruchtp., Friedrichsberger Strasse 33, ✉ 22: [1180, 766, 1425, 779]
directory-entry: — Willi, Wilhelminenstr. 24, ✉ 4: [588, 970, 739, 983]
directory-entry: — Franz, Polizeimstr.a.D., Rückertstr.16: [884, 1432, 1067, 1445]
directory-entry: — Walt., Schweiß., Gr. Marienstr. 20, H.8, ✉ Alt: [285, 1460, 505, 1473]
directory-entry: — G., Zimmerer, Steilshoper Str.197, ✉33: [588, 1405, 780, 1418]
directory-entry: Neuroth, C. Rentner, Ramborgersweg 2: [1180, 481, 1361, 494]
directory-entry: — Wwe., Magd., Ankelmannstr.74, ✉26: [884, 685, 1067, 698]
directory-entry: — Wilh., Kraftf., Süderstr. 40, ✉ 1: [588, 318, 745, 331]
